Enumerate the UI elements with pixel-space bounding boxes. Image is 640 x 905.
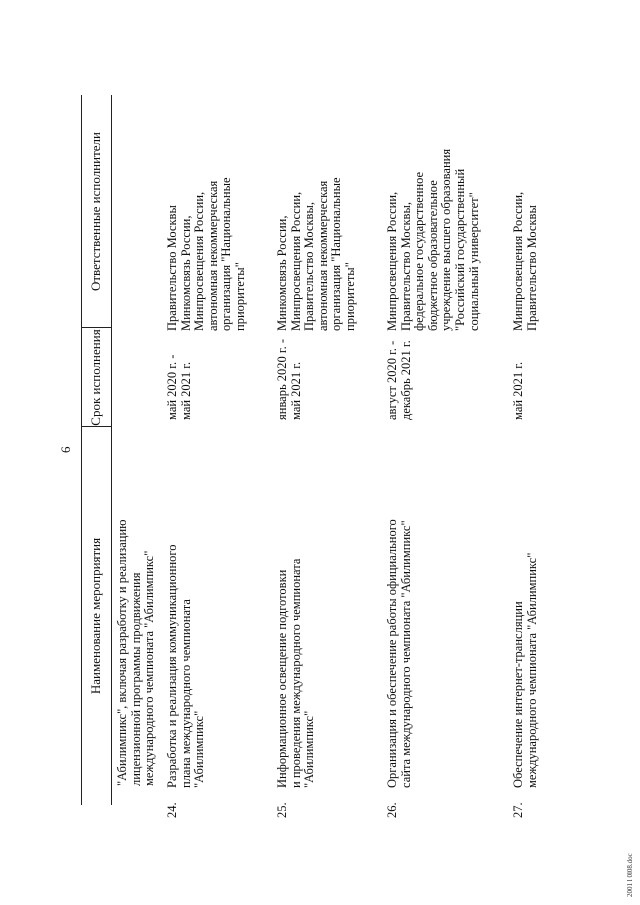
header-name: Наименование мероприятия bbox=[88, 537, 103, 695]
row-term: август 2020 г. - декабрь 2021 г. bbox=[385, 340, 413, 420]
row-number: 25. bbox=[275, 802, 289, 818]
header-term: Срок исполнения bbox=[88, 329, 103, 426]
header-bottom-line bbox=[111, 95, 112, 805]
page-number: 6 bbox=[58, 446, 73, 453]
row-name: Информационное освещение подготовки и проведения международного чемпионата "Абилимпикс" bbox=[275, 558, 317, 788]
row-name: Организация и обеспечение работы официального сайта международного чемпионата "Абилимпикс" bbox=[385, 519, 413, 788]
header-executors: Ответственные исполнители bbox=[88, 132, 103, 292]
file-footer: 2001 l 0l08.doc bbox=[626, 853, 634, 897]
row-number: 24. bbox=[165, 802, 179, 818]
row-executors: Минкомсвязь России, Минпросвещения России, Правительство Москвы, автономная некоммерческая организация "Национальные приоритеты" bbox=[275, 177, 357, 331]
row-executors: Правительство Москвы Минкомсвязь России, Минпросвещения России, автономная некоммерческая организация "Национальные приоритеты" bbox=[165, 177, 247, 331]
row-number: 27. bbox=[511, 802, 525, 818]
row-term: май 2021 г. bbox=[511, 361, 525, 420]
row-executors: Минпросвещения России, Правительство Москвы bbox=[511, 191, 539, 331]
continuation-text: "Абилимпикс", включая разработку и реализацию лицензионной программы продвижения международного чемпионата "Абилимпикс" bbox=[115, 519, 157, 786]
row-name: Обеспечение интернет-трансляции международного чемпионата "Абилимпикс" bbox=[511, 552, 539, 788]
row-name: Разработка и реализация коммуникационного плана международного чемпионата "Абилимпикс" bbox=[165, 544, 207, 788]
row-number: 26. bbox=[385, 802, 399, 818]
row-term: январь 2020 г. - май 2021 г. bbox=[275, 338, 303, 420]
row-term: май 2020 г. - май 2021 г. bbox=[165, 354, 193, 420]
row-executors: Минпросвещения России, Правительство Москвы, федеральное государственное бюджетное образовательное учреждение высшего образования "Российский государственный социальный университет" bbox=[385, 148, 481, 331]
